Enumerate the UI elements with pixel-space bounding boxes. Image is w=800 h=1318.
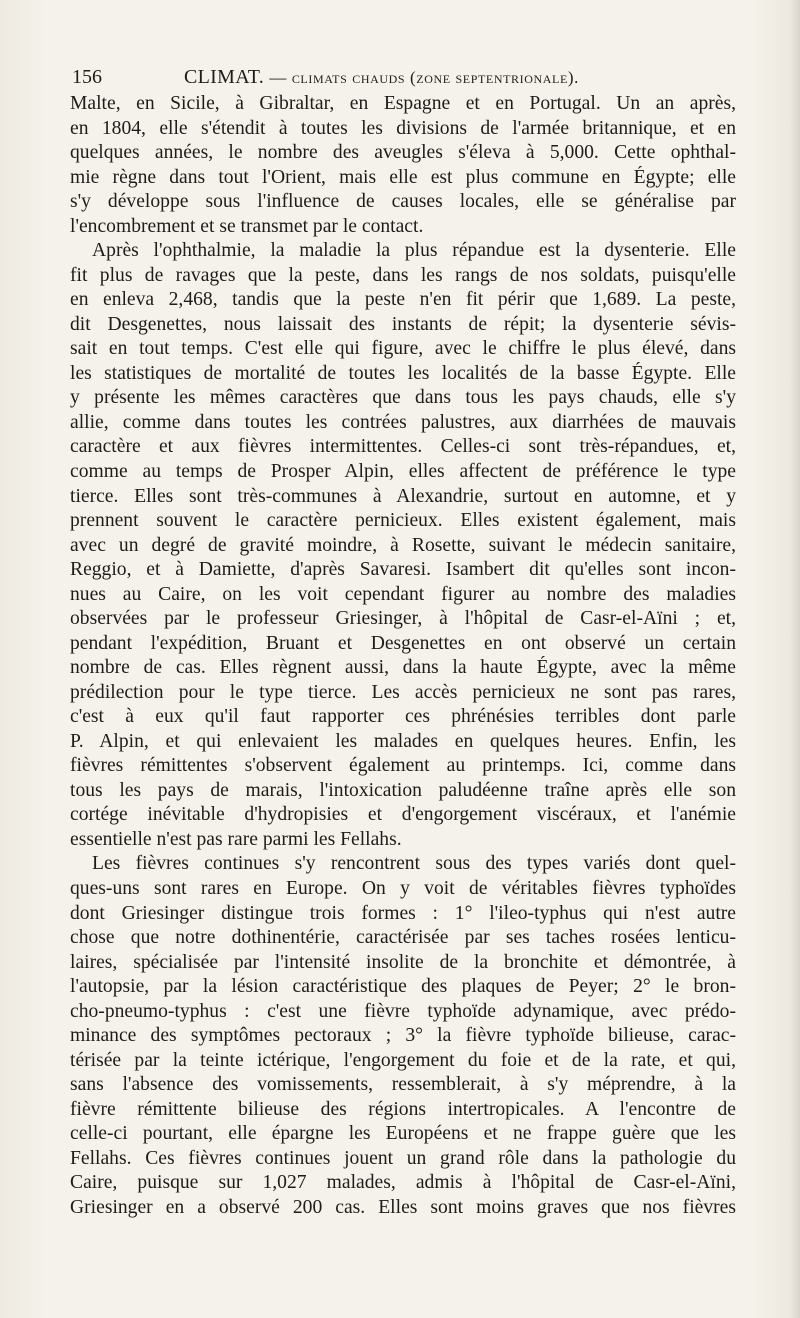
text-line: prédilection pour le type tierce. Les accès pernicieux ne sont pas rares, <box>70 681 736 703</box>
text-line: fièvres rémittentes s'observent également au printemps. Ici, comme dans <box>70 755 736 777</box>
page-number: 156 <box>72 66 102 88</box>
text-line: essentielle n'est pas rare parmi les Fellahs. <box>70 828 402 850</box>
text-line: laires, spécialisée par l'intensité insolite de la bronchite et démontrée, à <box>70 951 736 973</box>
text-line: sans l'absence des vomissements, ressemblerait, à s'y méprendre, à la <box>70 1074 736 1096</box>
text-line: P. Alpin, et qui enlevaient les malades en quelques heures. Enfin, les <box>70 730 736 752</box>
page-header <box>72 62 736 92</box>
text-line: en 1804, elle s'étendit à toutes les divisions de l'armée britannique, et en <box>70 117 736 139</box>
text-line: Griesinger en a observé 200 cas. Elles sont moins graves que nos fièvres <box>70 1196 736 1218</box>
text-line: s'y développe sous l'influence de causes locales, elle se généralise par <box>70 191 736 213</box>
text-line: cho-pneumo-typhus : c'est une fièvre typhoïde adynamique, avec prédo- <box>70 1000 736 1022</box>
text-line: l'encombrement et se transmet par le contact. <box>70 215 424 237</box>
text-line: Reggio, et à Damiette, d'après Savaresi. Isambert dit qu'elles sont incon- <box>70 559 736 581</box>
text-line: c'est à eux qu'il faut rapporter ces phrénésies terribles dont parle <box>70 706 736 728</box>
text-line: en enleva 2,468, tandis que la peste n'en fit périr que 1,689. La peste, <box>70 289 736 311</box>
text-line: dit Desgenettes, nous laissait des instants de répit; la dysenterie sévis- <box>70 313 736 335</box>
text-line: l'autopsie, par la lésion caractéristique des plaques de Peyer; 2° le bron- <box>70 976 736 998</box>
text-line: mie règne dans tout l'Orient, mais elle est plus commune en Égypte; elle <box>70 166 736 188</box>
text-line: les statistiques de mortalité de toutes les localités de la basse Égypte. Elle <box>70 362 736 384</box>
text-line: quelques années, le nombre des aveugles s'éleva à 5,000. Cette ophthal- <box>70 142 736 164</box>
text-line: ques-uns sont rares en Europe. On y voit de véritables fièvres typhoïdes <box>70 878 736 899</box>
text-line: comme au temps de Prosper Alpin, elles affectent de préférence le type <box>70 460 736 482</box>
text-line: Caire, puisque sur 1,027 malades, admis à l'hôpital de Casr-el-Aïni, <box>70 1172 736 1194</box>
running-head <box>184 62 579 93</box>
text-line: dont Griesinger distingue trois formes : 1° l'ileo-typhus qui n'est autre <box>70 902 736 924</box>
text-line: Les fièvres continues s'y rencontrent sous des types variés dont quel- <box>92 853 736 875</box>
text-line: Malte, en Sicile, à Gibraltar, en Espagne et en Portugal. Un an après, <box>70 93 736 114</box>
text-line: nombre de cas. Elles règnent aussi, dans la haute Égypte, avec la même <box>70 657 736 679</box>
text-line: sait en tout temps. C'est elle qui figure, avec le chiffre le plus élevé, dans <box>70 338 736 360</box>
text-line: avec un degré de gravité moindre, à Rosette, suivant le médecin sanitaire, <box>70 534 736 556</box>
text-line: Fellahs. Ces fièvres continues jouent un grand rôle dans la pathologie du <box>70 1147 736 1169</box>
text-line: térisée par la teinte ictérique, l'engorgement du foie et de la rate, et qui, <box>70 1049 736 1071</box>
text-line: minance des symptômes pectoraux ; 3° la fièvre typhoïde bilieuse, carac- <box>70 1025 736 1047</box>
running-subtitle: — climats chauds (zone septentrionale). <box>269 68 580 87</box>
text-line: fièvre rémittente bilieuse des régions intertropicales. A l'encontre de <box>70 1098 736 1120</box>
text-line: tous les pays de marais, l'intoxication paludéenne traîne après elle son <box>70 779 736 801</box>
page-edge-shadow <box>790 0 800 1318</box>
text-line: fit plus de ravages que la peste, dans les rangs de nos soldats, puisqu'elle <box>70 264 736 286</box>
text-line: celle-ci pourtant, elle épargne les Européens et ne frappe guère que les <box>70 1123 736 1145</box>
text-line: cortége inévitable d'hydropisies et d'engorgement viscéraux, et l'anémie <box>70 804 736 826</box>
text-line: pendant l'expédition, Bruant et Desgenettes en ont observé un certain <box>70 632 736 654</box>
text-line: tierce. Elles sont très-communes à Alexandrie, surtout en automne, et y <box>70 485 736 507</box>
body-text <box>70 92 736 1220</box>
text-line: prennent souvent le caractère pernicieux. Elles existent également, mais <box>70 510 736 532</box>
text-line: allie, comme dans toutes les contrées palustres, aux diarrhées de mauvais <box>70 411 736 433</box>
text-line: chose que notre dothinentérie, caractérisée par ses taches rosées lenticu- <box>70 927 736 949</box>
text-line: nues au Caire, on les voit cependant figurer au nombre des maladies <box>70 583 736 605</box>
text-line: Après l'ophthalmie, la maladie la plus répandue est la dysenterie. Elle <box>92 240 736 262</box>
running-title: CLIMAT. <box>184 66 265 88</box>
text-line: caractère et aux fièvres intermittentes. Celles-ci sont très-répandues, et, <box>70 436 736 458</box>
text-line: y présente les mêmes caractères que dans tous les pays chauds, elle s'y <box>70 387 736 409</box>
text-line: observées par le professeur Griesinger, à l'hôpital de Casr-el-Aïni ; et, <box>70 608 736 630</box>
